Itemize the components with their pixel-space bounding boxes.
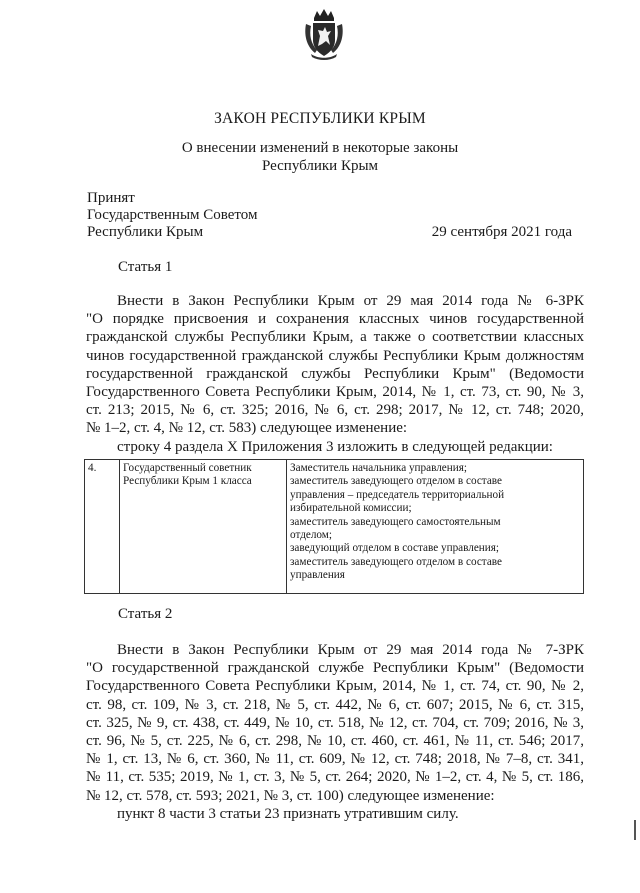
scan-edge-mark [634, 820, 636, 840]
rank-line: Государственный советник [123, 462, 252, 474]
rank-line: Республики Крым 1 класса [123, 475, 252, 488]
text-line: № 1–2, ст. 4, № 12, ст. 583) следующее изменение: [86, 420, 408, 437]
row-number: 4. [88, 462, 97, 474]
article-2-instruction: пункт 8 части 3 статьи 23 признать утратившим силу. [117, 805, 459, 822]
text-line: № 1, ст. 13, № 6, ст. 360, № 11, ст. 609, № 12, ст. 748; 2018, № 7–8, ст. 341, [86, 751, 584, 768]
text-line: ст. 325, № 9, ст. 438, ст. 449, № 10, ст. 518, № 12, ст. 704, ст. 709; 2016, № 3, [86, 714, 584, 731]
adopted-by-council: Государственным Советом [87, 207, 258, 223]
text-line: государственной гражданской службы Республики Крым" (Ведомости [86, 365, 584, 382]
row-number-cell [85, 460, 120, 594]
position-line: заместитель заведующего самостоятельным [290, 515, 501, 528]
position-line: избирательной комиссии; [290, 502, 412, 515]
table-row [85, 460, 584, 594]
coat-of-arms-icon [303, 8, 345, 60]
text-line: "О государственной гражданской службе Республики Крым" (Ведомости [86, 660, 584, 677]
text-line: Государственного Совета Республики Крым, 2014, № 1, ст. 73, ст. 90, № 3, [86, 384, 584, 401]
text-line: ст. 213; 2015, № 6, ст. 325; 2016, № 6, ст. 298; 2017, № 12, ст. 748; 2020, [86, 402, 584, 419]
position-line: Заместитель начальника управления; [290, 462, 468, 474]
article-2-heading: Статья 2 [118, 606, 173, 622]
position-line: отделом; [290, 529, 332, 542]
text-line: гражданской службы Республики Крым, а также о соответствии классных [86, 329, 584, 346]
article-1-text [86, 292, 584, 456]
positions-cell [287, 460, 584, 594]
article-1-heading: Статья 1 [118, 259, 173, 275]
text-line: № 11, ст. 535; 2019, № 1, ст. 3, № 5, ст. 264; 2020, № 1–2, ст. 4, № 5, ст. 186, [86, 769, 584, 786]
amendment-table [84, 459, 584, 594]
rank-cell [120, 460, 287, 594]
position-line: заместитель заведующего отделом в составе [290, 475, 502, 488]
text-line: Государственного Совета Республики Крым, 2014, № 1, ст. 74, ст. 90, № 2, [86, 678, 584, 695]
law-subtitle-line1: О внесении изменений в некоторые законы [181, 140, 459, 156]
text-line: Внести в Закон Республики Крым от 29 мая 2014 года № 7-ЗРК [117, 642, 584, 658]
adoption-date: 29 сентября 2021 года [431, 224, 572, 240]
adopted-label: Принят [87, 190, 135, 206]
position-line: управления – председатель территориальной [290, 488, 505, 501]
text-line: "О порядке присвоения и сохранения классных чинов государственной [86, 311, 584, 328]
law-subtitle-line2: Республики Крым [261, 158, 379, 174]
text-line: ст. 96, № 5, ст. 225, № 6, ст. 298, № 10, ст. 460, ст. 461, № 11, ст. 546; 2017, [86, 733, 584, 750]
article-1-instruction: строку 4 раздела X Приложения 3 изложить в следующей редакции: [117, 438, 553, 455]
law-title: ЗАКОН РЕСПУБЛИКИ КРЫМ [214, 110, 426, 127]
article-2-text [86, 641, 584, 823]
position-line: заместитель заведующего отделом в составе [290, 555, 502, 568]
text-line: № 12, ст. 578, ст. 593; 2021, № 3, ст. 100) следующее изменение: [86, 787, 495, 804]
text-line: Внести в Закон Республики Крым от 29 мая 2014 года № 6-ЗРК [117, 293, 584, 309]
text-line: ст. 98, ст. 109, № 3, ст. 218, № 5, ст. 442, № 6, ст. 607; 2015, № 6, ст. 315, [86, 696, 584, 713]
adopted-by-republic: Республики Крым [87, 224, 204, 240]
text-line: чинов государственной гражданской службы Республики Крым должностям [86, 347, 584, 364]
position-line: заведующий отделом в составе управления; [290, 542, 500, 555]
position-line: управления [290, 569, 345, 582]
